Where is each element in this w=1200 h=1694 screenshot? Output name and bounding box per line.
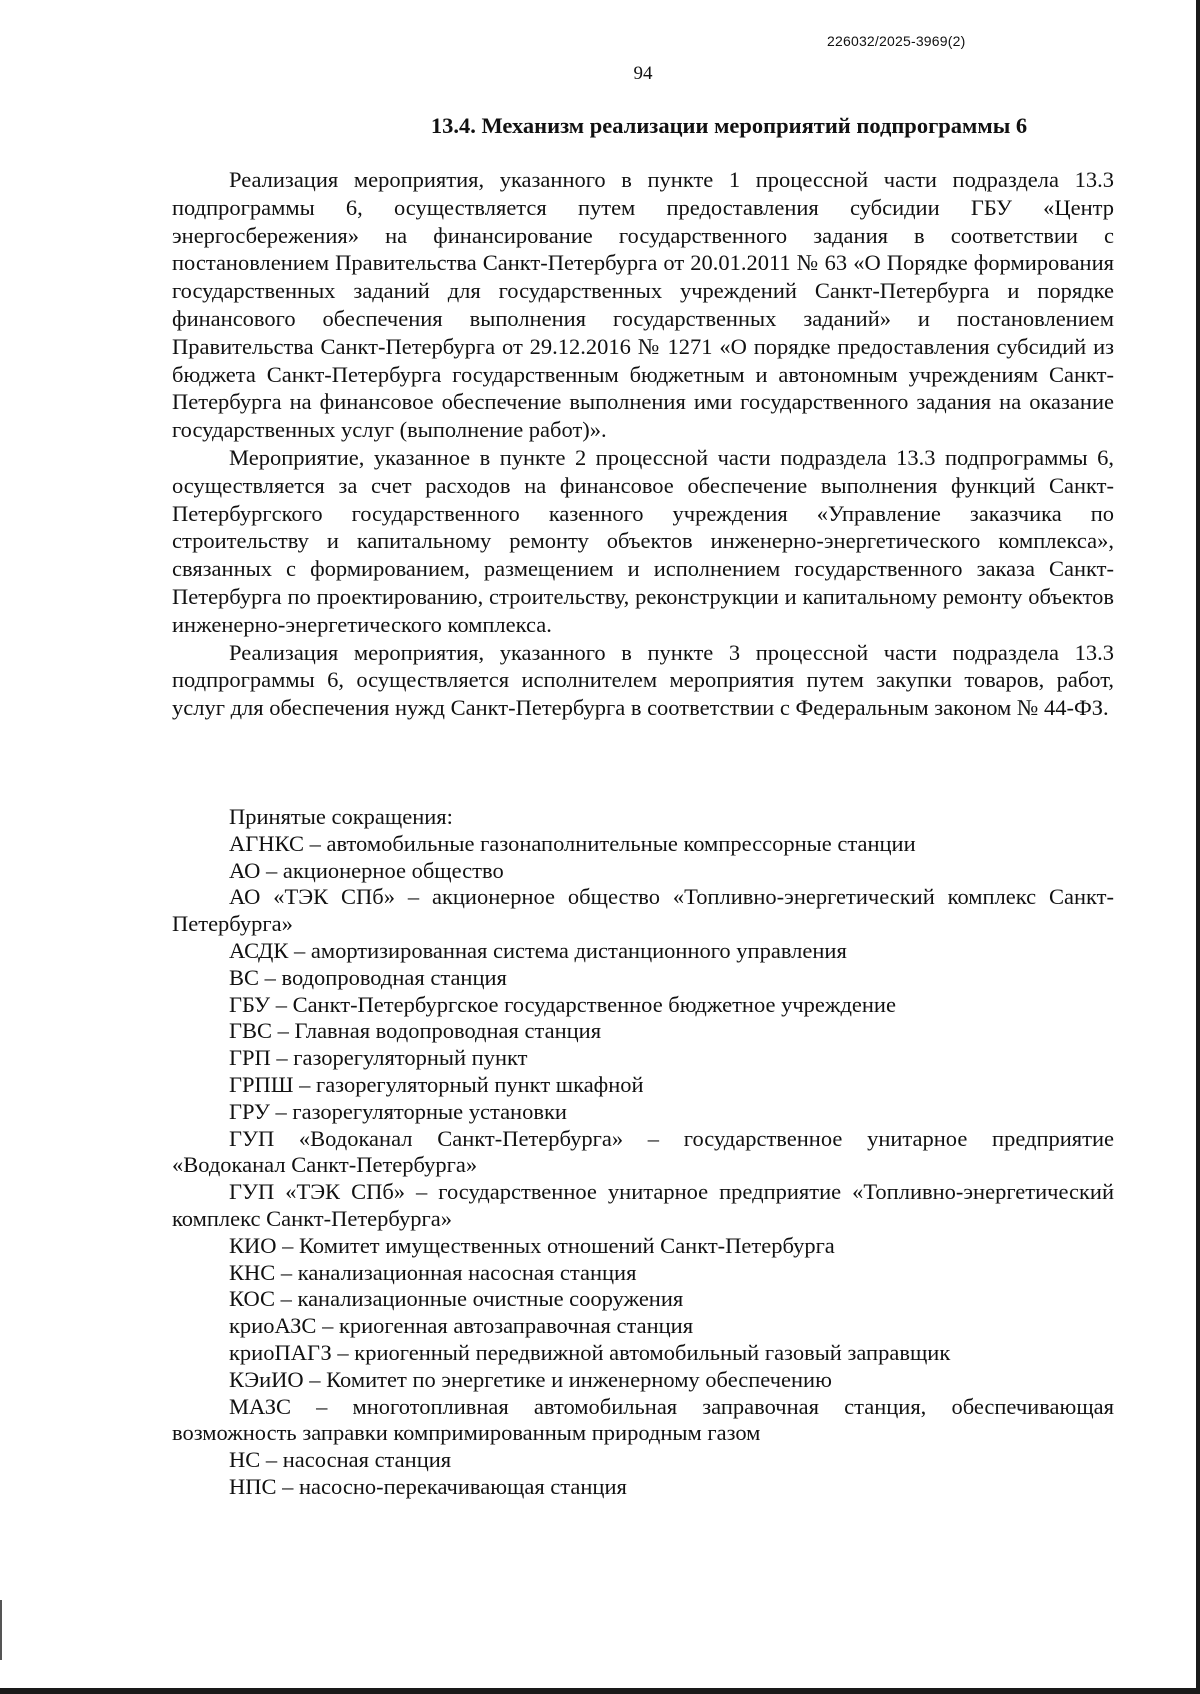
document-registration-number: 226032/2025-3969(2) [827, 33, 966, 49]
abbreviation-item: КИО – Комитет имущественных отношений Санкт-Петербурга [229, 1232, 835, 1258]
abbreviation-item: МАЗС – многотопливная автомобильная заправочная станция, обеспечивающая возможность заправки компримированным природным газом [172, 1393, 1114, 1446]
paragraph: Реализация мероприятия, указанного в пункте 3 процессной части подраздела 13.3 подпрограммы 6, осуществляется исполнителем мероприятия путем закупки товаров, работ, услуг для обеспечения нужд Санкт-Петербурга в соответствии с Федеральным законом № 44-ФЗ. [172, 639, 1114, 721]
abbreviation-item: АГНКС – автомобильные газонаполнительные компрессорные станции [229, 830, 916, 856]
abbreviation-item: ГРП – газорегуляторный пункт [229, 1045, 528, 1071]
abbreviations-section [172, 804, 1114, 1501]
abbreviation-item: КНС – канализационная насосная станция [229, 1259, 637, 1285]
abbreviation-item: ГБУ – Санкт-Петербургское государственное бюджетное учреждение [229, 991, 896, 1017]
abbreviation-item: НПС – насосно-перекачивающая станция [229, 1473, 627, 1499]
scan-edge-bottom [0, 1688, 1200, 1694]
abbreviation-item: криоАЗС – криогенная автозаправочная станция [229, 1313, 694, 1339]
abbreviation-item: КЭиИО – Комитет по энергетике и инженерному обеспечению [229, 1366, 832, 1392]
scan-edge-mark [0, 1600, 2, 1660]
abbreviation-item: АО – акционерное общество [229, 857, 504, 883]
abbreviation-item: ГРУ – газорегуляторные установки [229, 1098, 567, 1124]
abbreviation-item: КОС – канализационные очистные сооружения [229, 1286, 684, 1312]
paragraph: Реализация мероприятия, указанного в пункте 1 процессной части подраздела 13.3 подпрограммы 6, осуществляется путем предоставления субсидии ГБУ «Центр энергосбережения» на финансирование государственного задания в соответствии с постановлением Правительства Санкт-Петербурга от 20.01.2011 № 63 «О Порядке формирования государственных заданий для государственных учреждений Санкт-Петербурга и порядке финансового обеспечения выполнения государственных заданий» и постановлением Правительства Санкт-Петербурга от 29.12.2016 № 1271 «О порядке предоставления субсидий из бюджета Санкт-Петербурга государственным бюджетным и автономным учреждениям Санкт-Петербурга на финансовое обеспечение выполнения ими государственного задания на оказание государственных услуг (выполнение работ)». [172, 167, 1114, 443]
abbreviation-item: ВС – водопроводная станция [229, 964, 507, 990]
abbreviation-item: ГВС – Главная водопроводная станция [229, 1018, 602, 1044]
abbreviations-title: Принятые сокращения: [229, 804, 453, 829]
abbreviation-item: ГУП «Водоканал Санкт-Петербурга» – государственное унитарное предприятие «Водоканал Санкт-Петербурга» [172, 1125, 1114, 1178]
abbreviation-item: ГРПШ – газорегуляторный пункт шкафной [229, 1071, 644, 1097]
abbreviation-item: ГУП «ТЭК СПб» – государственное унитарное предприятие «Топливно-энергетический комплекс Санкт-Петербурга» [172, 1179, 1114, 1231]
abbreviations-list [172, 831, 1114, 1501]
paragraph: Мероприятие, указанное в пункте 2 процессной части подраздела 13.3 подпрограммы 6, осуществляется за счет расходов на финансовое обеспечение выполнения функций Санкт-Петербургского государственного казенного учреждения «Управление заказчика по строительству и капитальному ремонту объектов инженерно-энергетического комплекса», связанных с формированием, размещением и исполнением государственного заказа Санкт-Петербурга по проектированию, строительству, реконструкции и капитальному ремонту объектов инженерно-энергетического комплекса. [172, 444, 1114, 637]
abbreviation-item: НС – насосная станция [229, 1447, 452, 1473]
abbreviation-item: криоПАГЗ – криогенный передвижной автомобильный газовый заправщик [229, 1339, 951, 1365]
section-heading: 13.4. Механизм реализации мероприятий подпрограммы 6 [430, 113, 1028, 138]
page-number: 94 [633, 63, 653, 84]
abbreviation-item: АО «ТЭК СПб» – акционерное общество «Топливно-энергетический комплекс Санкт-Петербурга» [172, 884, 1114, 937]
scan-edge-right [1196, 0, 1200, 1694]
body-text [172, 166, 1114, 722]
abbreviation-item: АСДК – амортизированная система дистанционного управления [229, 937, 847, 963]
